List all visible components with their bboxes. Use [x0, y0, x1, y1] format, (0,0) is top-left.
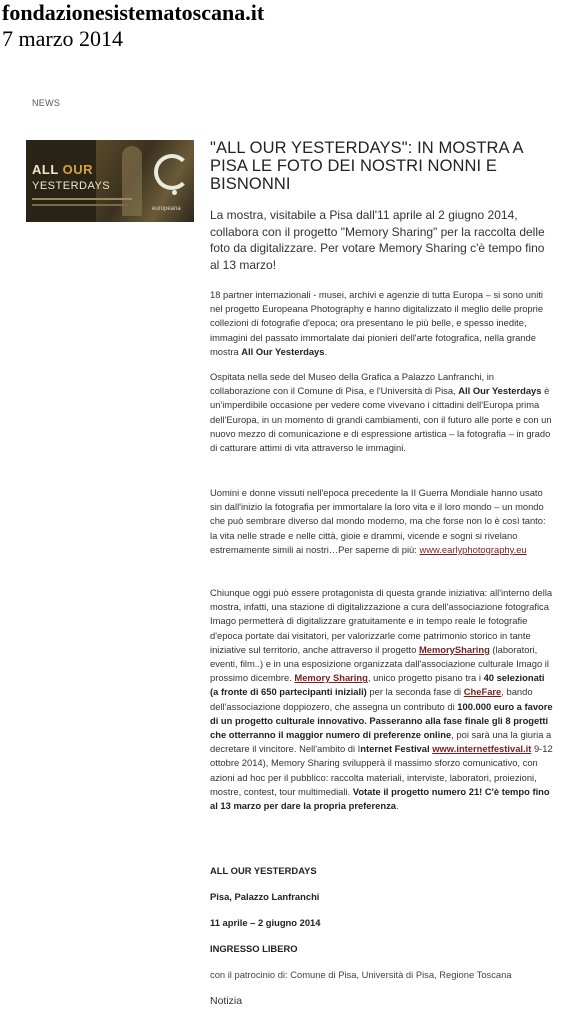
thumbnail-title-line1: ALL OUR — [32, 162, 94, 177]
article-paragraph: Ospitata nella sede del Museo della Grafica a Palazzo Lanfranchi, in collaborazione con il Comune di Pisa, e l'Università di Pisa, All Our Yesterdays è un'imperdibile occasione per vedere come vivevano i cittadini dell'Europa prima dell'Europa, in un momento di grandi cambiamenti, con il futuro alle porte e con un nuovo mezzo di comunicazione e di espressione artistica – la fotografia – in grado di catturare attimi di vita attraverso le immagini. — [210, 371, 552, 454]
article-paragraph: Uomini e donne vissuti nell'epoca precedente la II Guerra Mondiale hanno usato sin dall'inizio la fotografia per immortalare la loro vita e il loro mondo – un mondo che può sembrare diverso dal mondo moderno, ma che forse non lo è così tanto: la vita nelle strade e nelle città, gioie e drammi, vicende e sogni si rivelano estremamente simili ai nostri…Per saperne di più: www.earlyphotography.eu — [210, 487, 546, 555]
thumbnail-caption-line — [32, 204, 128, 206]
site-name: fondazionesistematoscana.it — [2, 0, 265, 25]
footer-label: Notizia — [210, 995, 243, 1007]
memorysharing-link[interactable]: MemorySharing — [418, 643, 490, 655]
article-title: "ALL OUR YESTERDAYS": IN MOSTRA A PISA LE FOTO DEI NOSTRI NONNI E BISNONNI — [210, 139, 523, 193]
exhibition-patronage: con il patrocinio di: Comune di Pisa, Università di Pisa, Regione Toscana — [210, 969, 512, 980]
chefare-link[interactable]: CheFare — [463, 686, 502, 698]
exhibition-dates: 11 aprile – 2 giugno 2014 — [210, 917, 321, 928]
thumbnail-caption-line — [32, 198, 132, 200]
memory-sharing-link[interactable]: Memory Sharing — [294, 672, 368, 684]
europeana-logo-dot-icon — [172, 190, 177, 195]
europeana-logo-icon — [154, 154, 190, 190]
article-lead: La mostra, visitabile a Pisa dall'11 aprile al 2 giugno 2014, collabora con il progetto "Memory Sharing" per la raccolta delle foto da digitalizzare. Per votare Memory Sharing c'è tempo fino al 13 marzo! — [210, 208, 545, 272]
exhibition-name: ALL OUR YESTERDAYS — [210, 865, 317, 876]
internetfestival-link[interactable]: www.internetfestival.it — [432, 743, 532, 755]
section-label: NEWS — [32, 98, 61, 108]
exhibition-venue: Pisa, Palazzo Lanfranchi — [210, 891, 320, 902]
publication-date: 7 marzo 2014 — [2, 26, 123, 51]
article-paragraph: Chiunque oggi può essere protagonista di questa grande iniziativa: all'interno della mostra, infatti, una stazione di digitalizzazione a cura dell'associazione fotografica Imago permetterà di digitalizzare gratuitamente e in tempo reale le fotografie d'epoca portate dai visitatori, per valorizzarle come patrimonio storico in tante iniziative sul territorio, anche attraverso il progetto MemorySharing (laboratori, eventi, film..) e in una esposizione organizzata dall'associazione culturale Imago il prossimo dicembre. Memory Sharing, unico progetto pisano tra i 40 selezionati (a fronte di 650 partecipanti iniziali) per la seconda fase di CheFare, bando dell'associazione doppiozero, che assegna un contributo di 100.000 euro a favore di un progetto culturale innovativo. Passeranno alla fase finale gli 8 progetti che otterranno il maggior numero di preferenze online, poi sarà una la giuria a decretare il vincitore. Nell'ambito di Internet Festival www.internetfestival.it 9-12 ottobre 2014), Memory Sharing svilupperà il massimo sforzo comunicativo, con azioni ad hoc per il pubblico: raccolta materiali, interviste, laboratori, proiezioni, mostre, contest, tour multimediali. Votate il progetto numero 21! C'è tempo fino al 13 marzo per dare la propria preferenza. — [210, 587, 553, 812]
earlyphotography-link[interactable]: www.earlyphotography.eu — [419, 543, 527, 555]
article-thumbnail[interactable] — [26, 140, 194, 222]
exhibition-admission: INGRESSO LIBERO — [210, 943, 298, 954]
thumbnail-title-line2: YESTERDAYS — [32, 180, 111, 192]
thumbnail-brand: europeana — [152, 206, 181, 212]
article-paragraph: 18 partner internazionali - musei, archivi e agenzie di tutta Europa – si sono uniti nel progetto Europeana Photography e hanno digitalizzato il meglio delle proprie collezioni di fotografie d'epoca; ora presentano le più belle, e spesso inedite, immagini del passato immortalate dai pionieri dell'arte fotografica, nella grande mostra All Our Yesterdays. — [210, 289, 544, 357]
